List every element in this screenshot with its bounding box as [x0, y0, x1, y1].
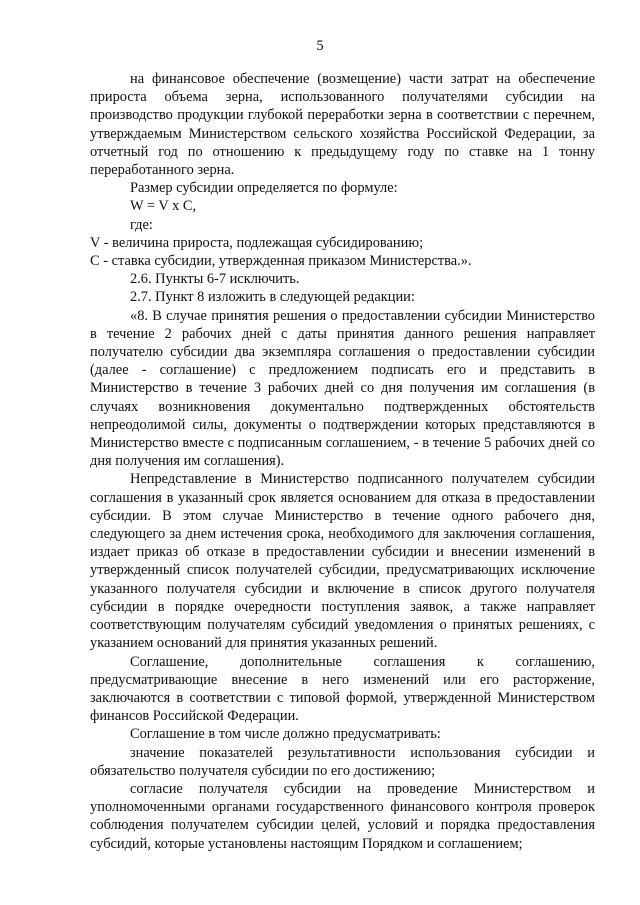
- paragraph-definition-c: С - ставка субсидии, утвержденная приказом Министерства.».: [90, 253, 472, 270]
- paragraph-performance-indicators: значение показателей результативности использования субсидии и обязательство получателя субсидии по его достижению;: [90, 744, 595, 779]
- page-number: 5: [316, 38, 324, 54]
- paragraph-subsidy-purpose: на финансовое обеспечение (возмещение) части затрат на обеспечение прироста объема зерна, использованного получателями субсидии на производство продукции глубокой переработки зерна в соответствии с перечнем, утверждаемым Министерством сельского хозяйства Российской Федерации, за отчетный год по отношению к предыдущему году по ставке на 1 тонну переработанного зерна.: [90, 71, 595, 179]
- paragraph-formula-intro: Размер субсидии определяется по формуле:: [130, 180, 398, 197]
- paragraph-agreement-provisions: Соглашение в том числе должно предусматривать:: [130, 726, 441, 743]
- paragraph-formula: W = V x C,: [130, 198, 197, 215]
- paragraph-audit-consent: согласие получателя субсидии на проведение Министерством и уполномоченными органами государственного финансового контроля проверок соблюдения получателем субсидии целей, условий и порядка предоставления субсидий, которые установлены настоящим Порядком и соглашением;: [90, 780, 595, 852]
- paragraph-non-submission: Непредставление в Министерство подписанного получателем субсидии соглашения в указанный срок является основанием для отказа в предоставлении субсидии. В этом случае Министерство в течение одного рабочего дня, следующего за днем истечения срока, необходимого для заключения соглашения, издает приказ об отказе в предоставлении субсидии и внесении изменений в утвержденный список получателей субсидии, предусматривающих исключение указанного получателя субсидии и включение в список другого получателя субсидии в порядке очередности поступления заявок, а также направляет соответствующим получателям субсидий уведомления о принятых решениях, с указанием оснований для принятия указанных решений.: [90, 471, 595, 652]
- paragraph-definition-v: V - величина прироста, подлежащая субсидированию;: [90, 234, 424, 251]
- document-body: [90, 70, 595, 853]
- paragraph-item-2-7: 2.7. Пункт 8 изложить в следующей редакции:: [130, 289, 415, 306]
- paragraph-where: где:: [130, 216, 153, 233]
- paragraph-clause-8: «8. В случае принятия решения о предоставлении субсидии Министерство в течение 2 рабочих дней с даты принятия данного решения направляет получателю субсидии два экземпляра соглашения о предоставлении субсидии (далее - соглашение) с предложением подписать его и представить в Министерство в течение 3 рабочих дней со дня получения им соглашения (в случаях возникновения документально подтвержденных обстоятельств непреодолимой силы, документы о подтверждении которых представляются в Министерство вместе с подписанным соглашением, - в течение 5 рабочих дней со дня получения им соглашения).: [90, 307, 595, 470]
- paragraph-agreements: Соглашение, дополнительные соглашения к соглашению, предусматривающие внесение в него изменений или его расторжение, заключаются в соответствии с типовой формой, утвержденной Министерством финансов Российской Федерации.: [90, 653, 595, 725]
- paragraph-item-2-6: 2.6. Пункты 6-7 исключить.: [130, 271, 300, 288]
